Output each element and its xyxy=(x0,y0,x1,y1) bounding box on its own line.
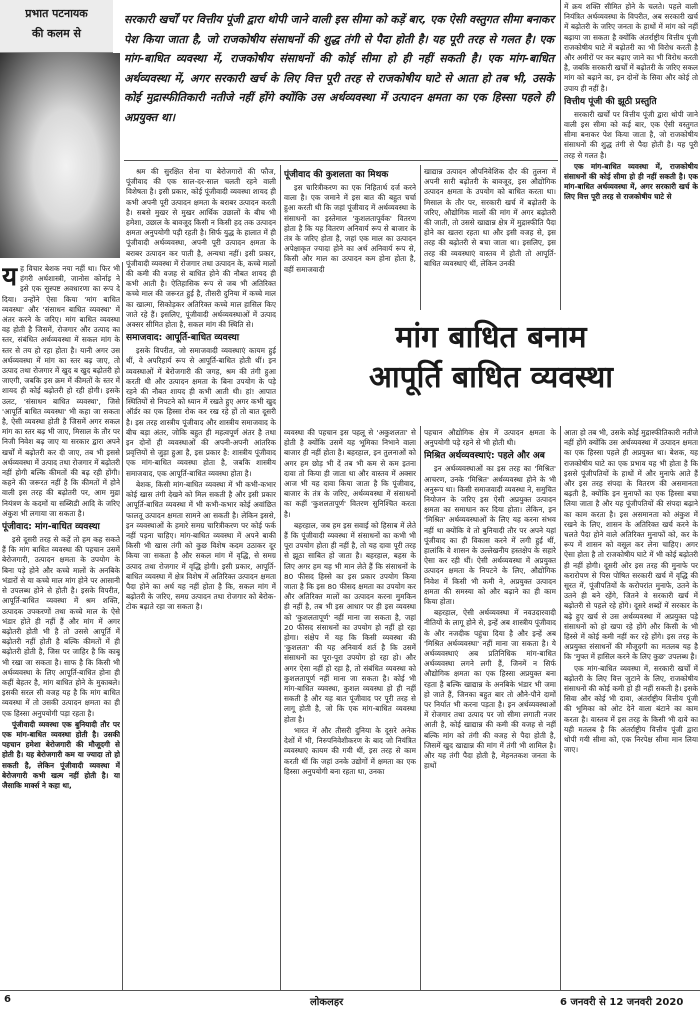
paragraph: पूंजीवादी व्यवस्था एक बुनियादी तौर पर एक मांग-बाधित व्यवस्था होती है। उसकी पहचान हमेशा बेरोजगारी की मौजूदगी से होती है। यह बेरोजगारी कम या ज्यादा तो हो सकती है, लेकिन पूंजीवादी व्यवस्था में बेरोजगारी कभी खत्म नहीं होती है। या जैसाकि मार्क्स ने कहा था, xyxy=(2,719,120,790)
pull-quote-rule xyxy=(124,160,558,161)
section-heading: पूंजीवाद की कुशलता का मिथक xyxy=(284,170,389,180)
paragraph: इसके विपरीत, जो समाजवादी व्यवस्थाएं कायम हुई थीं, वे अपरिहार्य रूप से आपूर्ति-बाधित होती थीं। इन व्यवस्थाओं में बेरोजगारी की जगह, श्रम की तंगी हुआ करती थी और उत्पादन क्षमता के बिना उपयोग के पड़े रहने की नौबत शायद ही कभी आती थी। हां! आपात स्थितियों से निपटने को ध्यान में रखते हुए अगर कभी खुद ऑर्डर का एक हिस्सा रोक कर रख रहे हों तो बात दूसरी है। इस तरह शास्त्रीय पूंजीवाद और शास्त्रीय समाजवाद के बीच बड़ा अंतर, जोकि बहुत ही महत्वपूर्ण अंतर है तथा इन दोनों ही व्यवस्थाओं की अपनी-अपनी आंतरिक प्रवृत्तियों से जुड़ा हुआ है, इस प्रकार है: शास्त्रीय पूंजीवाद एक मांग-बाधित व्यवस्था होता है, जबकि शास्त्रीय समाजवाद, एक आपूर्ति-बाधित व्यवस्था होता है। xyxy=(126,346,276,478)
paragraph: बहरहाल, ऐसी अर्थव्यवस्था में नवउदारवादी नीतियों के लागू होने से, इन्हें अब शास्त्रीय पूंजीवाद के और नजदीक पहुंचा दिया है और इन्हें अब 'मिश्रित अर्थव्यवस्था' नहीं माना जा सकता है। ये अर्थव्यवस्थाएं अब प्रतिनिधिक मांग-बाधित अर्थव्यवस्था लगने लगी हैं, जिनमें न सिर्फ औद्योगिक क्षमता का एक हिस्सा अप्रयुक्त बना रहता है बल्कि खाद्यान्न के अनबिके भंडार भी जमा हो जाते हैं, जिनका बहुत बार तो औने-पौने दामों पर निर्यात भी करना पड़ता है। इन अर्थव्यवस्थाओं में रोजगार तथा उत्पाद पर जो सीमा लगाती नजर आती है, कोई खाद्यान्न की कमी की वजह से नहीं बल्कि मांग को तंगी की वजह से पैदा होती है, जिसमें खुद खाद्यान्न की मांग में तंगी भी शामिल है। और यह तंगी पैदा होती है, मेहनतकश जनता के हाथों xyxy=(424,608,556,771)
paragraph: में क्रय शक्ति सीमित होने के चलते। पहले वाली नियंत्रित अर्थव्यवस्था के विपरीत, अब सरकारी खर्च में बढ़ोतरी के जरिए जनता के हाथों में मांग को नहीं बढ़ाया जा सकता है क्योंकि अंतर्राष्ट्रीय वित्तीय पूंजी राजकोषीय घाटे में बढ़ोतरी का भी विरोध करती है और अमीरों पर कर बढ़ाए जाने का भी विरोध करती है, जबकि सरकारी खर्चों में बढ़ोतरी के जरिए सकल मांग को बढ़ाने का, इन दोनों के सिवा और कोई तो उपाय ही नहीं है। xyxy=(564,2,698,93)
author-name: प्रभात पटनायक xyxy=(25,7,88,20)
paragraph: ह विचार बेशक नया नहीं था। फिर भी हंगरी अर्थशास्त्री, जानोस कोर्नाइ ने इसे एक सुस्पष्ट अवधारणा का रूप दे दिया। उन्होंने ऐसा किया 'मांग बाधित व्यवस्था' और 'संसाधन बाधित व्यवस्था' में अंतर करने के जरिए। मांग बाधित व्यवस्था वह होती है जिसमें, रोजगार और उत्पाद का स्तर, संबंधित अर्थव्यवस्था में सकल मांग के स्तर से तय हो रहा होता है। यानी अगर उस अर्थव्यवस्था में मांग का स्तर बढ़ जाए, तो उत्पाद तथा रोजगार में खुद ब खुद बढ़ोतरी हो जाएगी, जबकि इस क्रम में कीमतों के स्तर में शायद ही कोई बढ़ोतरी हो रही होगी। इसके उलट, 'संसाधन बाधित व्यवस्था', जिसे 'आपूर्ति बाधित व्यवस्था' भी कहा जा सकता है, ऐसी व्यवस्था होती है जिसमें अगर सकल मांग का स्तर बढ़ भी जाए, मिसाल के तौर पर निजी निवेश बढ़ जाए या सरकार द्वारा अपने खर्चों में बढ़ोतरी कर दी जाए, तब भी इससे अर्थव्यवस्था में उत्पाद तथा रोजगार में बढ़ोतरी नहीं होगी बल्कि कीमतों की बढ़ रही होंगी। कहने की जरूरत नहीं है कि कीमतों में होने वाली इस तरह की बढ़ोतरी पर, आम मुद्रा नियंत्रण के कदमों या सब्सिडी आदि के जरिए अंकुश भी लगाया जा सकता है। xyxy=(2,264,120,518)
article-column-5-bottom xyxy=(564,428,698,990)
paragraph: इसे दूसरी तरह से कहें तो हम कह सकते हैं कि मांग बाधित व्यवस्था की पहचान उसमें बेरोजगारी, उत्पादन क्षमता के उपयोग के बिना पड़े होने और कच्चे मालों के अनबिके भंडारों से या कच्चे माल मांग होने पर आसानी से उपलब्ध होने से होती है। इसके विपरीत, आपूर्ति-बाधित व्यवस्था में श्रम शक्ति, उत्पादक उपकरणों तथा कच्चे माल के ऐसे भंडार होते ही नहीं हैं और मांग में अगर बढ़ोतरी होती भी है तो उससे आपूर्ति में बढ़ोतरी नहीं होती है बल्कि कीमतों में ही बढ़ोतरी होती है, जिस पर जाहिर है कि काबू भी रखा जा सकता है। साफ है कि किसी भी अर्थव्यवस्था के लिए आपूर्ति-बाधित होना ही कहीं बेहतर है, मांग बाधित होने के मुकाबले। इसकी सरल सी वजह यह है कि मांग बाधित व्यवस्था में तो उसकी उत्पादन क्षमता का ही एक हिस्सा अनुपयोगी पड़ा रहता है। xyxy=(2,535,120,718)
paragraph: व्यवस्था की पहचान इस पहलू से 'अकुशलता' से होती है क्योंकि उसमें यह भूमिका निभाने वाला बाजार ही नहीं होता है। बहरहाल, इन तुलनाओं को अगर हम छोड़ भी दें तब भी कम से कम इतना दावा तो किया ही जाता था और वास्तव में अक्सर आज भी यह दावा किया जाता है कि पूंजीवाद, बाजार के तंत्र के जरिए, अर्थव्यवस्था में संसाधनों का कहीं 'कुशलतापूर्ण' वितरण सुनिश्चित करता है। xyxy=(284,428,416,519)
article-column-3-top xyxy=(284,167,416,310)
column-rule xyxy=(420,426,421,990)
column-rule xyxy=(420,165,421,310)
paragraph: बेशक, किसी मांग-बाधित व्यवस्था में भी कभी-कभार कोई खास तंगी देखने को मिल सकती है और इसी प्रकार आपूर्ति-बाधित व्यवस्था में भी कभी-कभार कोई अवांछित फालतू उत्पादन क्षमता सामने आ सकती है। लेकिन इससे, इन व्यवस्थाओं के हमारे समग्र चारित्रीकरण पर कोई फर्क नहीं पड़ना चाहिए। मांग-बाधित व्यवस्था में अपने बाकी किसी भी खास तंगी को कुछ विशेष कदम उठाकर दूर किया जा सकता है और सकल मांग में वृद्धि, से समग्र उत्पाद तथा रोजगार में वृद्धि होगी। इसी प्रकार, आपूर्ति-बाधित व्यवस्था में क्षेत्र विशेष में अतिरिक्त उत्पादन क्षमता पैदा होने का अर्थ यह नहीं होता है कि, सकल मांग में बढ़ोतरी के जरिए, समग्र उत्पादन तथा रोजगार को बेरोक-टोक बढ़ाते रहा जा सकता है। xyxy=(126,479,276,612)
article-column-4-bottom xyxy=(424,428,556,990)
issue-date: 6 जनवरी से 12 जनवरी 2020 xyxy=(560,997,684,1008)
paragraph: भारत में और तीसरी दुनिया के दूसरे अनेक देशों में भी, निरुपनिवेशीकरण के बाद जो नियंत्रित व्यवस्थाएं कायम की गयी थीं, इस तरह से काम करती थीं कि जहां उनके उद्योगों में क्षमता का एक हिस्सा अनुपयोगी बना रहता था, उनका xyxy=(284,725,416,776)
paragraph: सरकारी खर्चों पर वित्तीय पूंजी द्वारा थोपी जाने वाली इस सीमा को कई बार, एक ऐसी वस्तुगत सीमा बनाकर पेश किया जाता है, जो राजकोषीय संसाधनों की शुद्ध तंगी से पैदा होती है। यह पूरी तरह से गलत है। xyxy=(564,109,698,160)
paragraph: पहचान औद्योगिक क्षेत्र में उत्पादन क्षमता के अनुपयोगी पड़े रहने से भी होती थी। xyxy=(424,428,556,448)
newspaper-name: लोकलहर xyxy=(310,997,344,1008)
headline-line-1: मांग बाधित बनाम xyxy=(395,320,587,355)
column-rule xyxy=(560,426,561,990)
paragraph: एक मांग-बाधित व्यवस्था में, राजकोषीय संसाधनों की कोई सीमा हो ही नहीं सकती है। एक मांग-बाधित अर्थव्यवस्था में, अगर सरकारी खर्च के लिए वित्त पूरी तरह से राजकोषीय घाटे से xyxy=(564,161,698,202)
section-heading: समाजवाद: आपूर्ति-बाधित व्यवस्था xyxy=(126,333,240,344)
column-rule xyxy=(560,0,561,310)
drop-cap: य xyxy=(2,264,18,292)
paragraph: एक मांग-बाधित व्यवस्था में, सरकारी खर्चों में बढ़ोतरी के लिए वित्त जुटाने के लिए, राजकोषीय संसाधनों की कोई कमी हो ही नहीं सकती है। इसके सिवा और कोई भी दावा, अंतर्राष्ट्रीय वित्तीय पूंजी की भूमिका को ओट देने वाला बंटाने का काम करता है। वास्तव में इस तरह के किसी भी दावे का यही मतलब है कि अंतर्राष्ट्रीय वित्तीय पूंजी द्वारा थोपी गयी सीमा को, एक निरपेक्ष सीमा मान लिया जाए। xyxy=(564,663,698,755)
paragraph: बहरहाल, जब हम इस सवाई को हिसाब में लेते हैं कि पूंजीवादी व्यवस्था में संसाधनों का कभी भी पूरा उपयोग होता ही नहीं है, तो यह दावा पूरी तरह से झूठा साबित हो जाता है। बहरहाल, बहस के लिए अगर हम यह भी मान लेते हैं कि संसाधनों के 80 फीसद हिस्से का इस प्रकार उपयोग किया जाता है कि इस 80 फीसद क्षमता का उपयोग कर और अतिरिक्त मालों का उत्पादन करना मुमकिन ही नहीं है, तब भी इस आधार पर ही इस व्यवस्था को 'कुशलतापूर्ण' नहीं माना जा सकता है, जहां 20 फीसद संसाधनों का उपयोग हो नहीं हो रहा होगा। संक्षेप में यह कि किसी व्यवस्था की 'कुशलता' की यह अनिवार्य शर्त है कि उसमें संसाधनों का पूरा-पूरा उपयोग हो रहा हो। और अगर ऐसा नहीं हो रहा है, तो संबंधित व्यवस्था को कुशलतापूर्ण नहीं माना जा सकता है। कोई भी मांग-बाधित व्यवस्था, कुशल व्यवस्था हो ही नहीं सकती है और यह बात पूंजीवाद पर पूरी तरह से लागू होती है, जो कि एक मांग-बाधित व्यवस्था होता है। xyxy=(284,520,416,724)
paragraph: श्रम की सुरक्षित सेना या बेरोजगारों की फौज, पूंजीवाद की एक साल-दर-साल चलती रहने वाली विशेषता है। इसी प्रकार, कोई पूंजीवादी व्यवस्था शायद ही कभी अपनी पूरी उत्पादन क्षमता के बराबर उत्पादन करती है। सबसे मुखर से मुखर आर्थिक उछालों के बीच भी हमेशा, उछाल के बावजूद किसी न किसी हद तक उत्पादन क्षमता अनुपयोगी पड़ी रहती है। सिर्फ युद्ध के हालात में ही पूंजीवादी अर्थव्यवस्था, अपनी पूरी उत्पादन क्षमता के बराबर उत्पादन कर पाती है, अन्यथा नहीं। इसी प्रकार, पूंजीवादी व्यवस्था में रोजगार तथा उत्पादन के, कच्चे मालों की कमी की वजह से बाधित होने की नौबत शायद ही कभी आती है। ऐतिहासिक रूप से जब भी अतिरिक्त कच्चे माल की जरूरत हुई है, तीसरी दुनिया में कच्चे माल का खात्मा, सिकोड़कर अतिरिक्त कच्चे माल हासिल किए जाते रहे हैं। इसलिए, पूंजीवादी अर्थव्यवस्थाओं में उत्पाद अक्सर सीमित होता है, सकल मांग की स्थिति से। xyxy=(126,167,276,330)
section-heading: पूंजीवाद: मांग-बाधित व्यवस्था xyxy=(2,522,100,533)
article-column-3-bottom xyxy=(284,428,416,990)
column-rule xyxy=(122,262,123,990)
author-byline xyxy=(0,0,113,53)
headline-line-2: आपूर्ति बाधित व्यवस्था xyxy=(368,360,614,395)
article-column-2 xyxy=(126,167,276,990)
section-heading: मिश्रित अर्थव्यवस्थाएं: पहले और अब xyxy=(424,451,545,462)
article-column-1 xyxy=(2,264,120,990)
paragraph: इन अर्थव्यवस्थाओं का इस तरह का 'मिश्रित' आचरण, उनके 'मिश्रित' अर्थव्यवस्था होने के भी अनुरूप था। किसी समाजवादी व्यवस्था ने, समुचित नियोजन के जरिए इस ऐसी अप्रयुक्त उत्पादन क्षमता का समाधान कर दिया होता। लेकिन, इन 'मिश्रित' अर्थव्यवस्थाओं के लिए यह करना संभव नहीं था क्योंकि वे तो बुनियादी तौर पर अपने यहां पूंजीवाद का ही विकास करने में लगी हुई थीं, हालांकि वे शासन के उल्लेखनीय हस्तक्षेप के सहारे ऐसा कर रही थीं। ऐसी अर्थव्यवस्था में अप्रयुक्त उत्पादन क्षमता के निपटने के लिए, औद्योगिक निवेश में किसी भी कमी ने, अप्रयुक्त उत्पादन क्षमता की समस्या को और बढ़ाने का ही काम किया होता। xyxy=(424,464,556,607)
author-photo xyxy=(0,53,120,258)
article-column-4-top xyxy=(424,167,556,310)
paragraph: खाद्यान्न उत्पादन औपनिवेशिक दौर की तुलना में अपनी सारी बढ़ोतरी के बावजूद, इस औद्योगिक उत्पादन क्षमता के उपयोग को बाधित करता था। मिसाल के तौर पर, सरकारी खर्च में बढ़ोतरी के जरिए, औद्योगिक मालों की मांग में अगर बढ़ोतरी की जाती, तो उससे खाद्यान्न क्षेत्र में मुद्रास्फीति पैदा होने का खतरा रहता था और इसी वजह से, इस तरह की बढ़ोतरी से बचा जाता था। इसलिए, इस तरह की व्यवस्थाएं वास्तव में होती तो आपूर्ति-बाधित व्यवस्थाएं थीं, लेकिन उनकी xyxy=(424,167,556,268)
author-subtitle: की कलम से xyxy=(32,27,81,40)
footer-rule xyxy=(0,990,700,991)
paragraph: आता हो तब भी, उसके कोई मुद्रास्फीतिकारी नतीजे नहीं होंगे क्योंकि उस अर्थव्यवस्था में उत्पादन क्षमता का एक हिस्सा पहले ही अप्रयुक्त था। बेशक, यह राजकोषीय घाटे का एक प्रभाव यह भी होता है कि इससे पूंजीपतियों के हाथों में और मुनाफे आते हैं और इस तरह संपदा के वितरण की असमानता बढ़ती है, क्योंकि इन मुनाफों का एक हिस्सा बचा लिया जाता है और यह पूंजीपतियों की संपदा बढ़ाने का काम करता है। इस असमानता को अंकुश में रखने के लिए, शासन के अतिरिक्त खर्च करने के चलते पैदा होने वाले अतिरिक्त मुनाफों को, कर के रूप में शासन को वसूल कर लेना चाहिए। अगर ऐसा होता है तो राजकोषीय घाटे में भी कोई बढ़ोतरी ही नहीं होगी। दूसरी ओर इस तरह की मुनाफे पर करारोपण से पिस पोषित सरकारी खर्च में वृद्धि की सूरत में, पूंजीपतियों के करोपरांत मुनाफे, उतने के उतने ही बने रहेंगे, जितने वे सरकारी खर्च में बढ़ोतरी से पहले रहे होंगे। दूसरे शब्दों में सरकार के बढ़े हुए खर्च से उस अर्थव्यवस्था में अप्रयुक्त पड़े संसाधनों को हो खपा रहे होंगे और किसी के भी हिस्से में कोई कमी नहीं कर रहे होंगे। इस तरह के अप्रयुक्त संसाधनों की मौजूदगी का मतलब यह है कि 'मुफ्त में हासिल करने के लिए कुछ' उपलब्ध है। xyxy=(564,428,698,662)
column-rule xyxy=(280,165,281,990)
page-number: 6 xyxy=(4,994,11,1005)
headline xyxy=(284,318,698,398)
section-heading: वित्तीय पूंजी की झूठी प्रस्तुति xyxy=(564,96,657,107)
pull-quote: सरकारी खर्चों पर वित्तीय पूंजी द्वारा थोपी जाने वाली इस सीमा को कड़ें बार, एक ऐसी वस्तुगत सीमा बनाकर पेश किया जाता है, जो राजकोषीय संसाधनों की शुद्ध तंगी से पैदा होती है। यह पूरी तरह से गलत है। एक मांग-बाधित व्यवस्था में, राजकोषीय संसाधनों की कोई सीमा हो ही नहीं सकती है। एक मांग-बाधित अर्थव्यवस्था में, अगर सरकारी खर्च के लिए वित्त पूरी तरह से राजकोषीय घाटे से आता हो तब भी, उसके कोई मुद्रास्फीतिकारी नतीजे नहीं होंगे क्योंकि उस अर्थव्यवस्था में उत्पादन क्षमता का एक हिस्सा पहले ही अप्रयुक्त था। xyxy=(124,13,554,124)
paragraph: इस चारित्रीकरण का एक निहितार्थ दर्ज करने वाला है। एक जमाने में इस बात की बहुत चर्चा हुआ करती थी कि जहां पूंजीवाद में अर्थव्यवस्था के संसाधनों का इस्तेमाल 'कुशलतापूर्वक' वितरण होता है कि यह वितरण अनिवार्य रूप से बाजार के तंत्र के जरिए होता है, जहां एक माल का उत्पादन अपेक्षाकृत ज्यादा होने का अर्थ अनिवार्य रूप से, किसी और माल का उत्पादन कम होना होता है, वहीं समाजवादी xyxy=(284,183,416,274)
